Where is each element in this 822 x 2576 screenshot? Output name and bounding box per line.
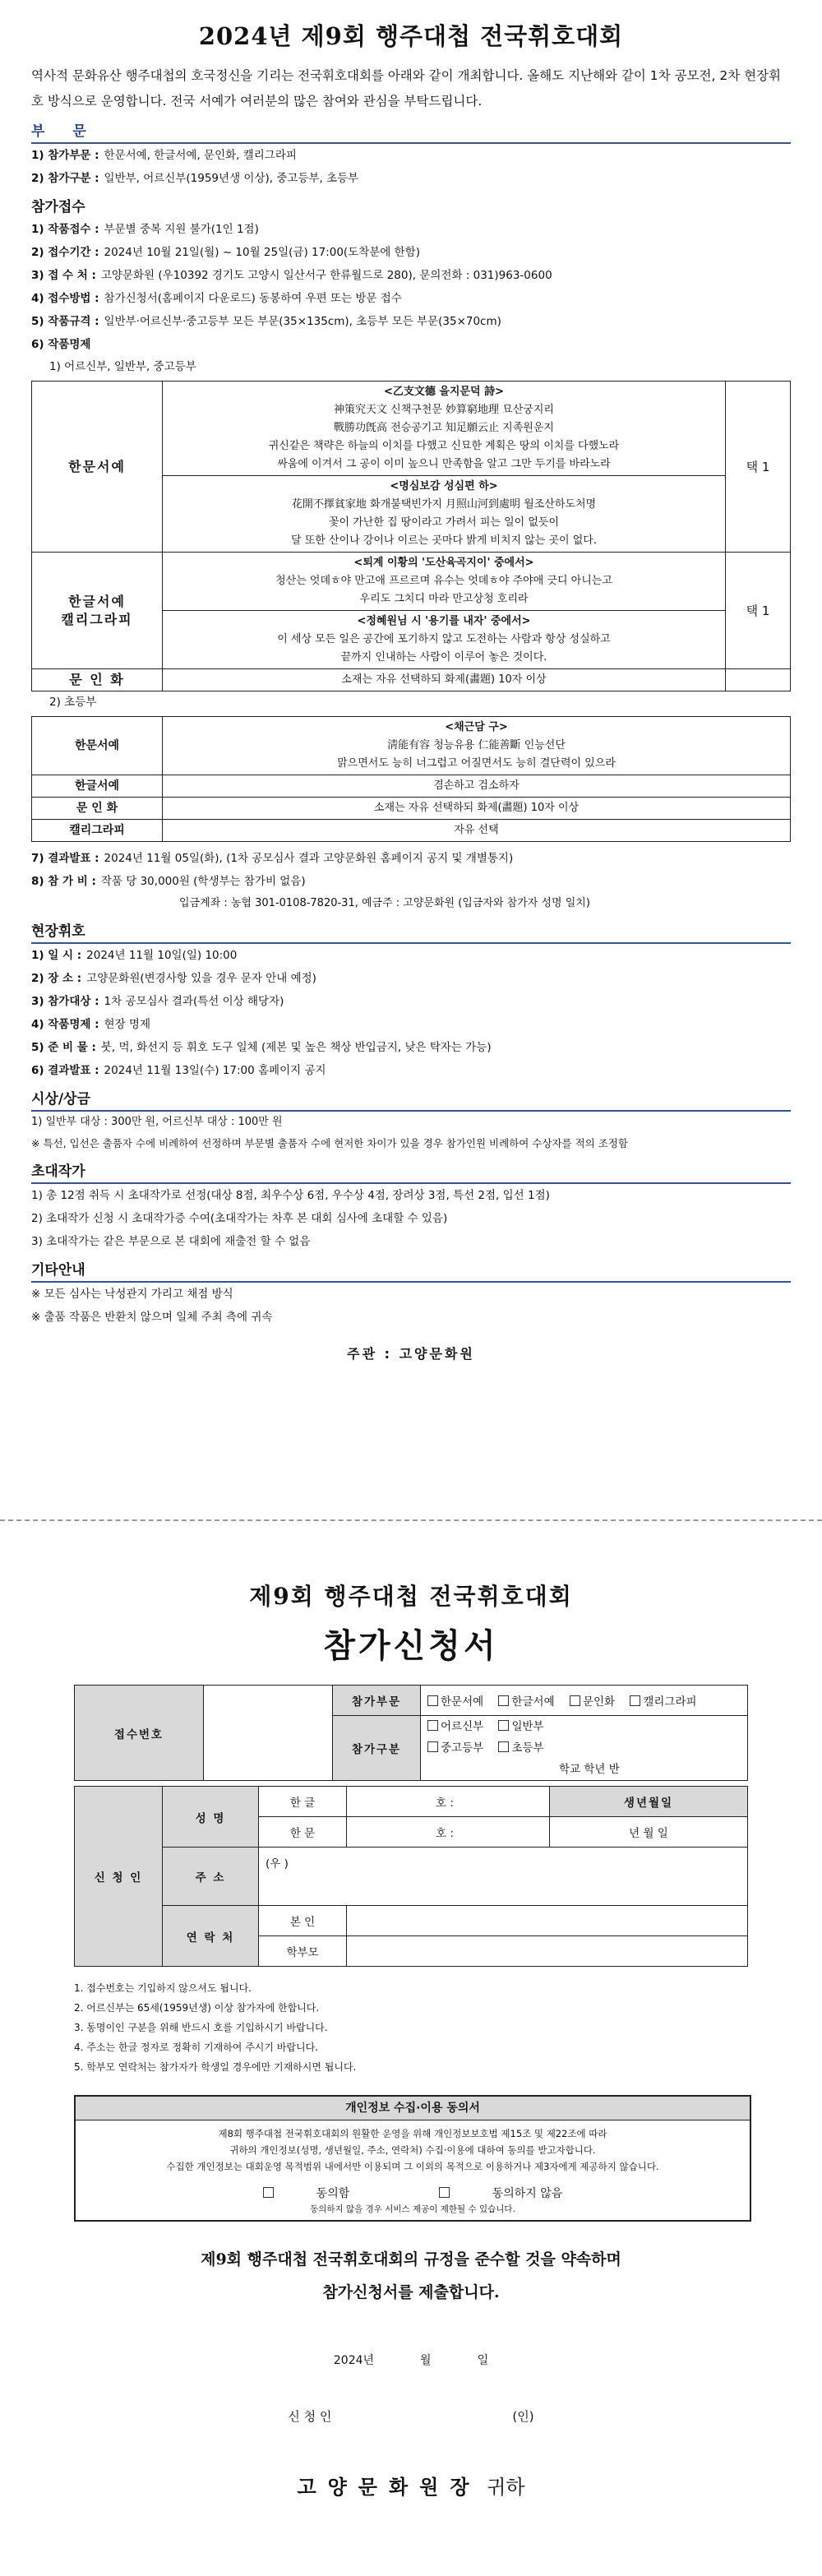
list-item: 2) 장 소 : 고양문화원(변경사항 있을 경우 문자 안내 예정) bbox=[31, 972, 316, 985]
cell-munin: 문 인 화 bbox=[32, 669, 163, 691]
privacy-title: 개인정보 수집·이용 동의서 bbox=[76, 2097, 750, 2120]
section-onsite: 현장휘호 bbox=[31, 921, 791, 944]
hanmun-name-field[interactable]: 호 : bbox=[347, 1817, 550, 1848]
self-phone-field[interactable] bbox=[347, 1906, 748, 1936]
school-year: 학교 학년 반 bbox=[559, 1763, 620, 1776]
list-item: 4) 접수방법 : 참가신청서(홈페이지 다운로드) 동봉하여 우편 또는 방문 접수 bbox=[31, 292, 402, 305]
section-reception: 참가접수 bbox=[31, 199, 85, 215]
option-hangul[interactable]: 한글서예 bbox=[498, 1695, 554, 1709]
checkbox[interactable] bbox=[439, 2187, 450, 2198]
contact-label: 연 락 처 bbox=[163, 1906, 259, 1967]
option-calli[interactable]: 캘리그라피 bbox=[630, 1695, 696, 1709]
checkbox[interactable] bbox=[498, 1695, 509, 1706]
reception-list bbox=[31, 218, 791, 356]
checkbox[interactable] bbox=[263, 2187, 274, 2198]
checkbox[interactable] bbox=[630, 1695, 640, 1706]
cell-calli: 캘리그라피 bbox=[32, 820, 163, 842]
list-item: 3) 초대작가는 같은 부문으로 본 대회에 재출전 할 수 없음 bbox=[31, 1235, 311, 1248]
checkbox[interactable] bbox=[570, 1695, 580, 1706]
hanmun-label: 한 문 bbox=[259, 1817, 347, 1848]
bank-account: 입금계좌 : 농협 301-0108-7820-31, 예금주 : 고양문화원 (입금자와 참가자 성명 일치) bbox=[179, 897, 590, 909]
signature-line: 신 청 인 (인) bbox=[288, 2409, 534, 2424]
checkbox[interactable] bbox=[427, 1720, 438, 1731]
checkbox[interactable] bbox=[427, 1695, 438, 1706]
privacy-body: 제8회 행주대첩 전국휘호대회의 원활한 운영을 위해 개인정보보호법 제15조 및 제22조에 따라 귀하의 개인정보(성명, 생년월일, 주소, 연락처) 수집·이용에 대하여 동의를 받고자합니다. 수집한 개인정보는 대회운영 목적범위 내에서만 이용되며 그 이외의 목적으로 이용하거나 제3자에게 제공하지 않습니다. bbox=[166, 2128, 659, 2172]
checkbox[interactable] bbox=[498, 1720, 509, 1731]
list-item: 5) 작품규격 : 일반부·어르신부·중고등부 모든 부문(35×135cm), 초등부 모든 부문(35×70cm) bbox=[31, 315, 501, 328]
section-invited: 초대작가 bbox=[31, 1161, 791, 1184]
onsite-list bbox=[31, 944, 791, 1082]
agree-option[interactable]: 동의함 bbox=[242, 2187, 372, 2200]
list-item: 3. 동명이인 구분을 위해 반드시 호를 기입하시기 바랍니다. bbox=[74, 2022, 328, 2033]
addressee: 고양문화원장 귀하 bbox=[297, 2475, 525, 2499]
notice-title: 2024년 제9회 행주대첩 전국휘호대회 bbox=[198, 22, 624, 50]
list-item: 1) 작품접수 : 부문별 중복 지원 불가(1인 1점) bbox=[31, 223, 259, 236]
form-title: 참가신청서 bbox=[323, 1626, 499, 1665]
table2-caption: 2) 초등부 bbox=[49, 696, 97, 709]
page-divider bbox=[0, 1519, 822, 1521]
option-elementary[interactable]: 초등부 bbox=[498, 1741, 543, 1755]
form-notes bbox=[74, 1978, 748, 2077]
cell-select-hangul: 택 1 bbox=[726, 553, 791, 669]
list-item: 5) 준 비 물 : 붓, 먹, 화선지 등 휘호 도구 일체 (제본 및 높은 책상 반입금지, 낮은 탁자는 가능) bbox=[31, 1041, 492, 1054]
application-form bbox=[74, 1579, 748, 2500]
option-munin[interactable]: 문인화 bbox=[570, 1695, 615, 1709]
pledge: 제9회 행주대첩 전국휘호대회의 규정을 준수할 것을 약속하며 참가신청서를 제출합니다. bbox=[201, 2250, 621, 2301]
list-item: ※ 출품 작품은 반환치 않으며 일체 주최 측에 귀속 bbox=[31, 1311, 273, 1324]
list-item: 1. 접수번호는 기입하지 않으셔도 됩니다. bbox=[74, 1982, 252, 1994]
table1-caption: 1) 어르신부, 일반부, 중고등부 bbox=[49, 360, 196, 373]
list-item: 3) 접 수 처 : 고양문화원 (우10392 경기도 고양시 일산서구 한류월드로 280), 문의전화 : 031)963-0600 bbox=[31, 269, 552, 282]
birth-field[interactable]: 년 월 일 bbox=[550, 1817, 748, 1848]
cell-empty bbox=[726, 669, 791, 691]
receipt-label: 접수번호 bbox=[75, 1686, 204, 1781]
name-label: 성 명 bbox=[163, 1787, 259, 1848]
privacy-footnote: 동의하지 않을 경우 서비스 제공이 제한될 수 있습니다. bbox=[310, 2204, 515, 2214]
cell-munin-text: 소재는 자유 선택하되 화제(畵題) 10자 이상 bbox=[163, 669, 726, 691]
list-item: 5. 학부모 연락처는 참가자가 학생일 경우에만 기재하시면 됩니다. bbox=[74, 2061, 357, 2073]
list-item: ※ 모든 심사는 낙성관지 가리고 채점 방식 bbox=[31, 1288, 233, 1301]
hangul-name-field[interactable]: 호 : bbox=[347, 1787, 550, 1817]
categories-list bbox=[31, 144, 791, 190]
list-item: 2) 참가구분 : 일반부, 어르신부(1959년생 이상), 중고등부, 초등부 bbox=[31, 172, 359, 185]
option-middle-high[interactable]: 중고등부 bbox=[427, 1741, 483, 1755]
form-table-top bbox=[74, 1685, 748, 1781]
section-awards: 시상/상금 bbox=[31, 1089, 791, 1112]
parent-label: 학부모 bbox=[259, 1936, 347, 1967]
category-label: 참가부문 bbox=[333, 1686, 421, 1716]
cell-hangul-poem1: <퇴계 이황의 '도산육곡지이' 중에서> 청산는 엇뎨ㅎ야 만고애 프르르며 유수는 엇뎨ㅎ야 주야애 긋디 아니는고 우리도 그치디 마라 만고상청 호리라 bbox=[163, 553, 726, 611]
organizer: 주관 : 고양문화원 bbox=[347, 1346, 475, 1362]
section-categories: 부 문 bbox=[31, 121, 791, 144]
list-item: 6) 작품명제 bbox=[31, 338, 91, 351]
list-item: 2) 초대작가 신청 시 초대작가증 수여(초대작가는 차후 본 대회 심사에 초대할 수 있음) bbox=[31, 1212, 448, 1225]
cell-hanmun: 한문서예 bbox=[32, 382, 163, 553]
list-item: 4. 주소는 한글 정자로 정확히 기재하여 주시기 바랍니다. bbox=[74, 2042, 318, 2053]
list-item: 6) 결과발표 : 2024년 11월 13일(수) 17:00 홈페이지 공지 bbox=[31, 1064, 326, 1077]
option-senior[interactable]: 어르신부 bbox=[427, 1720, 483, 1733]
notice-intro: 역사적 문화유산 행주대첩의 호국정신을 기리는 전국휘호대회를 아래와 같이 개최합니다. 올해도 지난해와 같이 1차 공모전, 2차 현장휘호 방식으로 운영합니다. 전국 서예가 여러분의 많은 참여와 관심을 부탁드립니다. bbox=[31, 68, 782, 109]
address-label: 주 소 bbox=[163, 1848, 259, 1906]
address-field[interactable]: (우 ) bbox=[259, 1848, 748, 1906]
cell-hanmun-poem1: <乙支文德 을지문덕 詩> 神策究天文 신책구천문 妙算窮地理 묘산궁지리 戰勝功旣高 전승공기고 知足願云止 지족원운지 귀신같은 책략은 하늘의 이치를 다했고 신묘한 계획은 땅의 이치를 다했노라 싸움에 이겨서 그 공이 이미 높으니 만족함을 알고 그만 두기를 바라노라 bbox=[163, 382, 726, 476]
list-item: 2) 접수기간 : 2024년 10월 21일(월) ~ 10월 25일(금) 17:00(도착분에 한함) bbox=[31, 246, 420, 259]
cell-calli-text: 자유 선택 bbox=[163, 820, 791, 842]
cell-hangul-text: 겸손하고 검소하자 bbox=[163, 775, 791, 798]
list-item: 4) 작품명제 : 현장 명제 bbox=[31, 1018, 150, 1031]
works-table-general bbox=[31, 381, 791, 691]
results-list bbox=[31, 847, 791, 893]
list-item: 1) 참가부문 : 한문서예, 한글서예, 문인화, 캘리그라피 bbox=[31, 149, 297, 162]
parent-phone-field[interactable] bbox=[347, 1936, 748, 1967]
division-options bbox=[421, 1716, 748, 1781]
cell-hangul: 한글서예 bbox=[32, 775, 163, 798]
list-item: 8) 참 가 비 : 작품 당 30,000원 (학생부는 참가비 없음) bbox=[31, 875, 306, 888]
cell-hangul-poem2: <정혜원님 시 '용기를 내자' 중에서> 이 세상 모든 일은 공간에 포기하지 않고 도전하는 사람과 항상 성실하고 끝까지 인내하는 사람이 이루어 놓은 것이다. bbox=[163, 611, 726, 669]
list-item: 2. 어르신부는 65세(1959년생) 이상 참가자에 한합니다. bbox=[74, 2002, 320, 2014]
list-item: 3) 참가대상 : 1차 공모심사 결과(특선 이상 해당자) bbox=[31, 995, 284, 1008]
disagree-option[interactable]: 동의하지 않음 bbox=[418, 2187, 584, 2200]
awards-line: 1) 일반부 대상 : 300만 원, 어르신부 대상 : 100만 원 bbox=[31, 1116, 283, 1128]
cell-munin: 문 인 화 bbox=[32, 798, 163, 820]
cell-munin-text: 소재는 자유 선택하되 화제(畵題) 10자 이상 bbox=[163, 798, 791, 820]
option-general[interactable]: 일반부 bbox=[498, 1720, 543, 1733]
cell-hanmun: 한문서예 bbox=[32, 717, 163, 775]
section-etc: 기타안내 bbox=[31, 1260, 791, 1283]
option-hanmun[interactable]: 한문서예 bbox=[427, 1695, 483, 1709]
cell-hangul-calli: 한글서예 캘리그라피 bbox=[32, 553, 163, 669]
cell-hanmun-text: <채근담 구> 淸能有容 청능유용 仁能善斷 인능선단 맑으면서도 능히 너그럽고 어질면서도 능히 결단력이 있으라 bbox=[163, 717, 791, 775]
list-item: 7) 결과발표 : 2024년 11월 05일(화), (1차 공모심사 결과 고양문화원 홈페이지 공지 및 개별통지) bbox=[31, 852, 514, 865]
applicant-label: 신 청 인 bbox=[75, 1787, 163, 1967]
invited-list bbox=[31, 1184, 791, 1253]
etc-list bbox=[31, 1283, 791, 1329]
list-item: 1) 총 12점 취득 시 초대작가로 선정(대상 8점, 최우수상 6점, 우수상 4점, 장려상 3점, 특선 2점, 입선 1점) bbox=[31, 1189, 550, 1202]
works-table-elementary bbox=[31, 716, 791, 842]
form-subtitle: 제9회 행주대첩 전국휘호대회 bbox=[249, 1583, 573, 1610]
list-item: 1) 일 시 : 2024년 11월 10일(일) 10:00 bbox=[31, 949, 238, 962]
checkbox[interactable] bbox=[427, 1741, 438, 1752]
hangul-label: 한 글 bbox=[259, 1787, 347, 1817]
privacy-choices bbox=[76, 2180, 750, 2203]
birth-label: 생년월일 bbox=[550, 1787, 748, 1817]
privacy-consent-box bbox=[74, 2095, 751, 2222]
submission-date: 2024년 월 일 bbox=[333, 2354, 489, 2367]
receipt-field[interactable] bbox=[204, 1686, 333, 1781]
self-label: 본 인 bbox=[259, 1906, 347, 1936]
form-table-applicant bbox=[74, 1786, 748, 1967]
cell-select-hanmun: 택 1 bbox=[726, 382, 791, 553]
competition-notice bbox=[31, 18, 791, 1362]
cell-hanmun-poem2: <명심보감 성심편 하> 花開不擇貧家地 화개불택빈가지 月照山河到處明 월조산하도처명 꽃이 가난한 집 땅이라고 가려서 피는 일이 없듯이 달 또한 산이나 강이나 이르는 곳마다 밝게 비치지 않는 곳이 없다. bbox=[163, 476, 726, 553]
awards-note: ※ 특선, 입선은 출품자 수에 비례하여 선정하며 부문별 출품자 수에 현저한 차이가 있을 경우 참가인원 비례하여 수상자를 적의 조정함 bbox=[31, 1137, 628, 1149]
seal-mark: (인) bbox=[512, 2409, 534, 2424]
category-options bbox=[421, 1686, 748, 1716]
checkbox[interactable] bbox=[498, 1741, 509, 1752]
division-label: 참가구분 bbox=[333, 1716, 421, 1781]
